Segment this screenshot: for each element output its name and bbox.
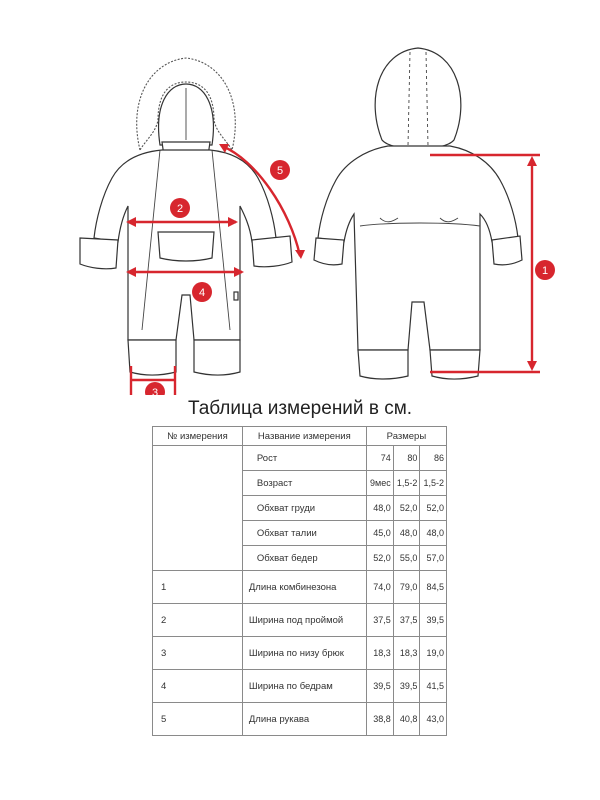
cell-size-74: 74,0 — [366, 571, 393, 604]
cell-size-86: 57,0 — [420, 546, 447, 571]
row-number: 3 — [153, 637, 243, 670]
row-name: Длина комбинезона — [242, 571, 366, 604]
cell-size-74: 9мес — [366, 471, 393, 496]
cell-size-74: 37,5 — [366, 604, 393, 637]
cell-size-80: 39,5 — [393, 670, 420, 703]
row-number: 2 — [153, 604, 243, 637]
row-name: Обхват талии — [242, 521, 366, 546]
cell-size-86: 86 — [420, 446, 447, 471]
cell-size-86: 19,0 — [420, 637, 447, 670]
cell-size-80: 18,3 — [393, 637, 420, 670]
cell-size-80: 37,5 — [393, 604, 420, 637]
cell-size-74: 39,5 — [366, 670, 393, 703]
kangaroo-pocket — [158, 232, 214, 261]
cell-size-86: 48,0 — [420, 521, 447, 546]
badge-5-label: 5 — [276, 165, 284, 177]
front-view — [80, 58, 292, 375]
row-name: Возраст — [242, 471, 366, 496]
table-row — [153, 670, 447, 703]
row-number: 1 — [153, 571, 243, 604]
row-name: Обхват груди — [242, 496, 366, 521]
cell-size-80: 80 — [393, 446, 420, 471]
cell-size-80: 48,0 — [393, 521, 420, 546]
header-number: № измерения — [153, 427, 243, 446]
badge-4-label: 4 — [198, 287, 206, 299]
cell-size-80: 55,0 — [393, 546, 420, 571]
row-name: Ширина по низу брюк — [242, 637, 366, 670]
cell-size-86: 41,5 — [420, 670, 447, 703]
row-number: 4 — [153, 670, 243, 703]
badge-3-label: 3 — [151, 387, 159, 395]
cell-size-74: 52,0 — [366, 546, 393, 571]
cell-size-80: 40,8 — [393, 703, 420, 736]
cell-size-74: 48,0 — [366, 496, 393, 521]
badge-1 — [535, 260, 555, 280]
table-row — [153, 637, 447, 670]
table-row — [153, 446, 447, 471]
table-title: Таблица измерений в см. — [187, 398, 413, 419]
measurement-table — [152, 426, 447, 736]
blank-number-cell — [153, 446, 243, 571]
cell-size-74: 74 — [366, 446, 393, 471]
row-name: Ширина по бедрам — [242, 670, 366, 703]
header-name: Название измерения — [242, 427, 366, 446]
cell-size-86: 39,5 — [420, 604, 447, 637]
table-row — [153, 571, 447, 604]
table-row — [153, 604, 447, 637]
cell-size-86: 52,0 — [420, 496, 447, 521]
badge-2 — [170, 198, 190, 218]
row-name: Длина рукава — [242, 703, 366, 736]
cell-size-86: 84,5 — [420, 571, 447, 604]
row-number: 5 — [153, 703, 243, 736]
row-name: Ширина под проймой — [242, 604, 366, 637]
cell-size-80: 52,0 — [393, 496, 420, 521]
table-row — [153, 703, 447, 736]
cell-size-86: 43,0 — [420, 703, 447, 736]
row-name: Рост — [242, 446, 366, 471]
badge-5 — [270, 160, 290, 180]
badge-1-label: 1 — [541, 265, 549, 277]
badge-4 — [192, 282, 212, 302]
badge-3 — [145, 382, 165, 395]
cell-size-86: 1,5-2 — [420, 471, 447, 496]
badge-2-label: 2 — [176, 203, 184, 215]
cell-size-74: 38,8 — [366, 703, 393, 736]
jumpsuit-diagram — [0, 0, 600, 395]
back-body — [318, 146, 518, 350]
cell-size-80: 1,5-2 — [393, 471, 420, 496]
back-hood — [375, 48, 461, 149]
back-view — [314, 48, 522, 379]
table-header-row — [153, 427, 447, 446]
cell-size-74: 18,3 — [366, 637, 393, 670]
row-name: Обхват бедер — [242, 546, 366, 571]
cell-size-74: 45,0 — [366, 521, 393, 546]
cell-size-80: 79,0 — [393, 571, 420, 604]
header-sizes: Размеры — [366, 427, 446, 446]
